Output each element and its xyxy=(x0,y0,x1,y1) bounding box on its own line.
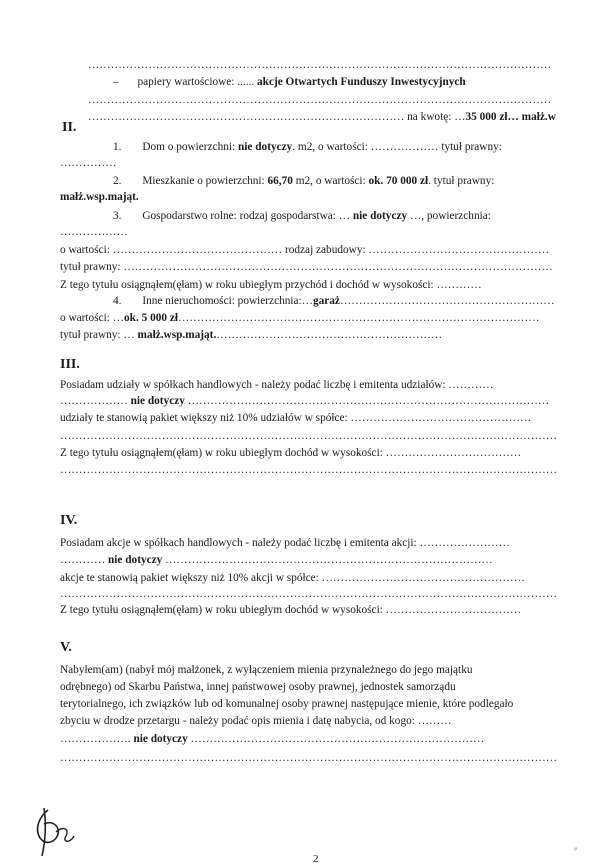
acquired-line-2: odrębnego) od Skarbu Państwa, innej państwowej osoby prawnej, jednostek samorządu xyxy=(60,681,456,693)
shares-answer-rest: …………………………………………………………………………………… xyxy=(184,395,550,407)
acquired-line-3: terytorialnego, ich związków lub od komunalnej osoby prawnej następujące mienie, które podlegało xyxy=(60,698,514,710)
farm-value: nie dotyczy xyxy=(352,210,408,222)
section-heading-v: V. xyxy=(60,640,72,655)
section-heading-ii: II. xyxy=(62,120,77,135)
farm-title-line: tytuł prawny: …………………………………………………………………………………………………… xyxy=(60,261,553,273)
dotted-line: ……………… xyxy=(60,226,128,238)
stock-answer-line xyxy=(60,553,493,567)
flat-line xyxy=(113,174,494,188)
item-number: 3. xyxy=(113,210,122,222)
other-property-line xyxy=(113,294,555,308)
dotted-line: …………………………………………………………………………………………………………………… xyxy=(60,752,558,764)
dotted-line: …………………………………………………………………………………………………………………… xyxy=(60,588,558,600)
farm-value-line: o wartości: ……………………………………… rodzaj zabudowy: ………………………………………… xyxy=(60,244,550,256)
other-title-value: małż.wsp.mająt. xyxy=(137,329,217,341)
amount-label: ………………………………………………………………………… na kwotę: … xyxy=(88,111,466,123)
item-number: 4. xyxy=(113,295,122,307)
securities-line xyxy=(113,75,466,89)
dotted-line: …………………………………………………………………………………………………………… xyxy=(88,59,552,71)
shares-income-line: Z tego tytułu osiągnąłem(ęłam) w roku ubiegłym dochód w wysokości: ……………………………… xyxy=(60,447,522,459)
dotted-line: …………… xyxy=(60,157,117,169)
dash: – xyxy=(113,76,119,88)
handwritten-initials xyxy=(26,806,78,858)
farm-line xyxy=(113,209,491,223)
stock-income-line: Z tego tytułu osiągnąłem(ęłam) w roku ubiegłym dochód w wysokości: ……………………………… xyxy=(60,604,522,616)
shares-answer-line xyxy=(60,394,549,408)
other-value-rest: …………………………………………………………………………………… xyxy=(178,312,540,324)
acquired-answer-value: nie dotyczy xyxy=(133,733,188,745)
other-property-value: garaż xyxy=(312,295,340,307)
flat-label: Mieszkanie o powierzchni: xyxy=(142,175,268,187)
stock-answer-rest: …………………………………………………………………………… xyxy=(162,554,493,566)
house-line xyxy=(113,140,502,154)
stock-answer-dots: ………… xyxy=(60,554,109,566)
stock-line: Posiadam akcje w spółkach handlowych - należy podać liczbę i emitenta akcji: …………………… xyxy=(60,537,510,549)
other-property-label: Inne nieruchomości: powierzchnia:… xyxy=(142,295,313,307)
section-heading-iii: III. xyxy=(60,357,80,372)
securities-value: akcje Otwartych Funduszy Inwestycyjnych xyxy=(257,76,466,88)
other-value: ok. 5 000 zł xyxy=(124,312,178,324)
dotted-line: …………………………………………………………………………………………………………… xyxy=(88,94,552,106)
shares-10pct-line: udziały te stanowią pakiet większy niż 10% udziałów w spółce: ………………………………………… xyxy=(60,412,532,424)
flat-title-value: małż.wsp.mająt. xyxy=(60,191,139,203)
other-value-line xyxy=(60,311,540,325)
section-heading-iv: IV. xyxy=(60,513,78,528)
amount-line xyxy=(88,110,556,124)
farm-label: Gospodarstwo rolne: rodzaj gospodarstwa: … xyxy=(142,210,353,222)
shares-answer-dots: ……………… xyxy=(60,395,131,407)
acquired-answer-dots: ………………. xyxy=(60,733,134,745)
page-number: 2 xyxy=(313,853,319,865)
house-label: Dom o powierzchni: xyxy=(142,141,238,153)
stock-10pct-line: akcje te stanowią pakiet większy niż 10% akcji w spółce: ……………………………………………… xyxy=(60,572,525,584)
acquired-answer-line xyxy=(60,732,484,746)
farm-rest: …, powierzchnia: xyxy=(407,210,491,222)
dotted-line: …………………………………………………………………………………………………………………… xyxy=(60,464,558,476)
other-title-rest: …………………………………………………… xyxy=(216,329,443,341)
acquired-line-1: Nabyłem(am) (nabył mój małżonek, z wyłączeniem mienia przynależnego do jego majątku xyxy=(60,664,473,676)
shares-answer-value: nie dotyczy xyxy=(130,395,185,407)
flat-area: 66,70 xyxy=(267,175,293,187)
other-value-label: o wartości: … xyxy=(60,312,125,324)
flat-rest: . tytuł prawny: xyxy=(428,175,495,187)
house-rest: . m2, o wartości: ……………… tytuł prawny: xyxy=(292,141,502,153)
flat-title-line xyxy=(60,190,139,204)
corner-mark: # xyxy=(574,847,577,853)
acquired-line-4: zbyciu w drodze przetargu - należy podać opis mienia i datę nabycia, od kogo: ……… xyxy=(60,715,452,727)
house-value: nie dotyczy xyxy=(238,141,293,153)
other-property-rest: ………………………………………………… xyxy=(339,295,555,307)
shares-line: Posiadam udziały w spółkach handlowych - należy podać liczbę i emitenta udziałów: ………… xyxy=(60,379,494,391)
other-title-line xyxy=(60,328,442,342)
item-number: 2. xyxy=(113,175,122,187)
flat-value: ok. 70 000 zł xyxy=(368,175,429,187)
other-title-label: tytuł prawny: … xyxy=(60,329,138,341)
flat-mid: m2, o wartości: xyxy=(292,175,369,187)
item-number: 1. xyxy=(113,141,122,153)
amount-value: 35 000 zł… małż.w xyxy=(465,111,556,123)
dotted-line: …………………………………………………………………………………………………………………… xyxy=(60,430,558,442)
securities-label: papiery wartościowe: ...... xyxy=(137,76,258,88)
farm-income-line: Z tego tytułu osiągnąłem(ęłam) w roku ubiegłym przychód i dochód w wysokości: ………… xyxy=(60,279,482,291)
acquired-answer-rest: …………………………………………………………………… xyxy=(187,733,485,745)
stock-answer-value: nie dotyczy xyxy=(108,554,163,566)
